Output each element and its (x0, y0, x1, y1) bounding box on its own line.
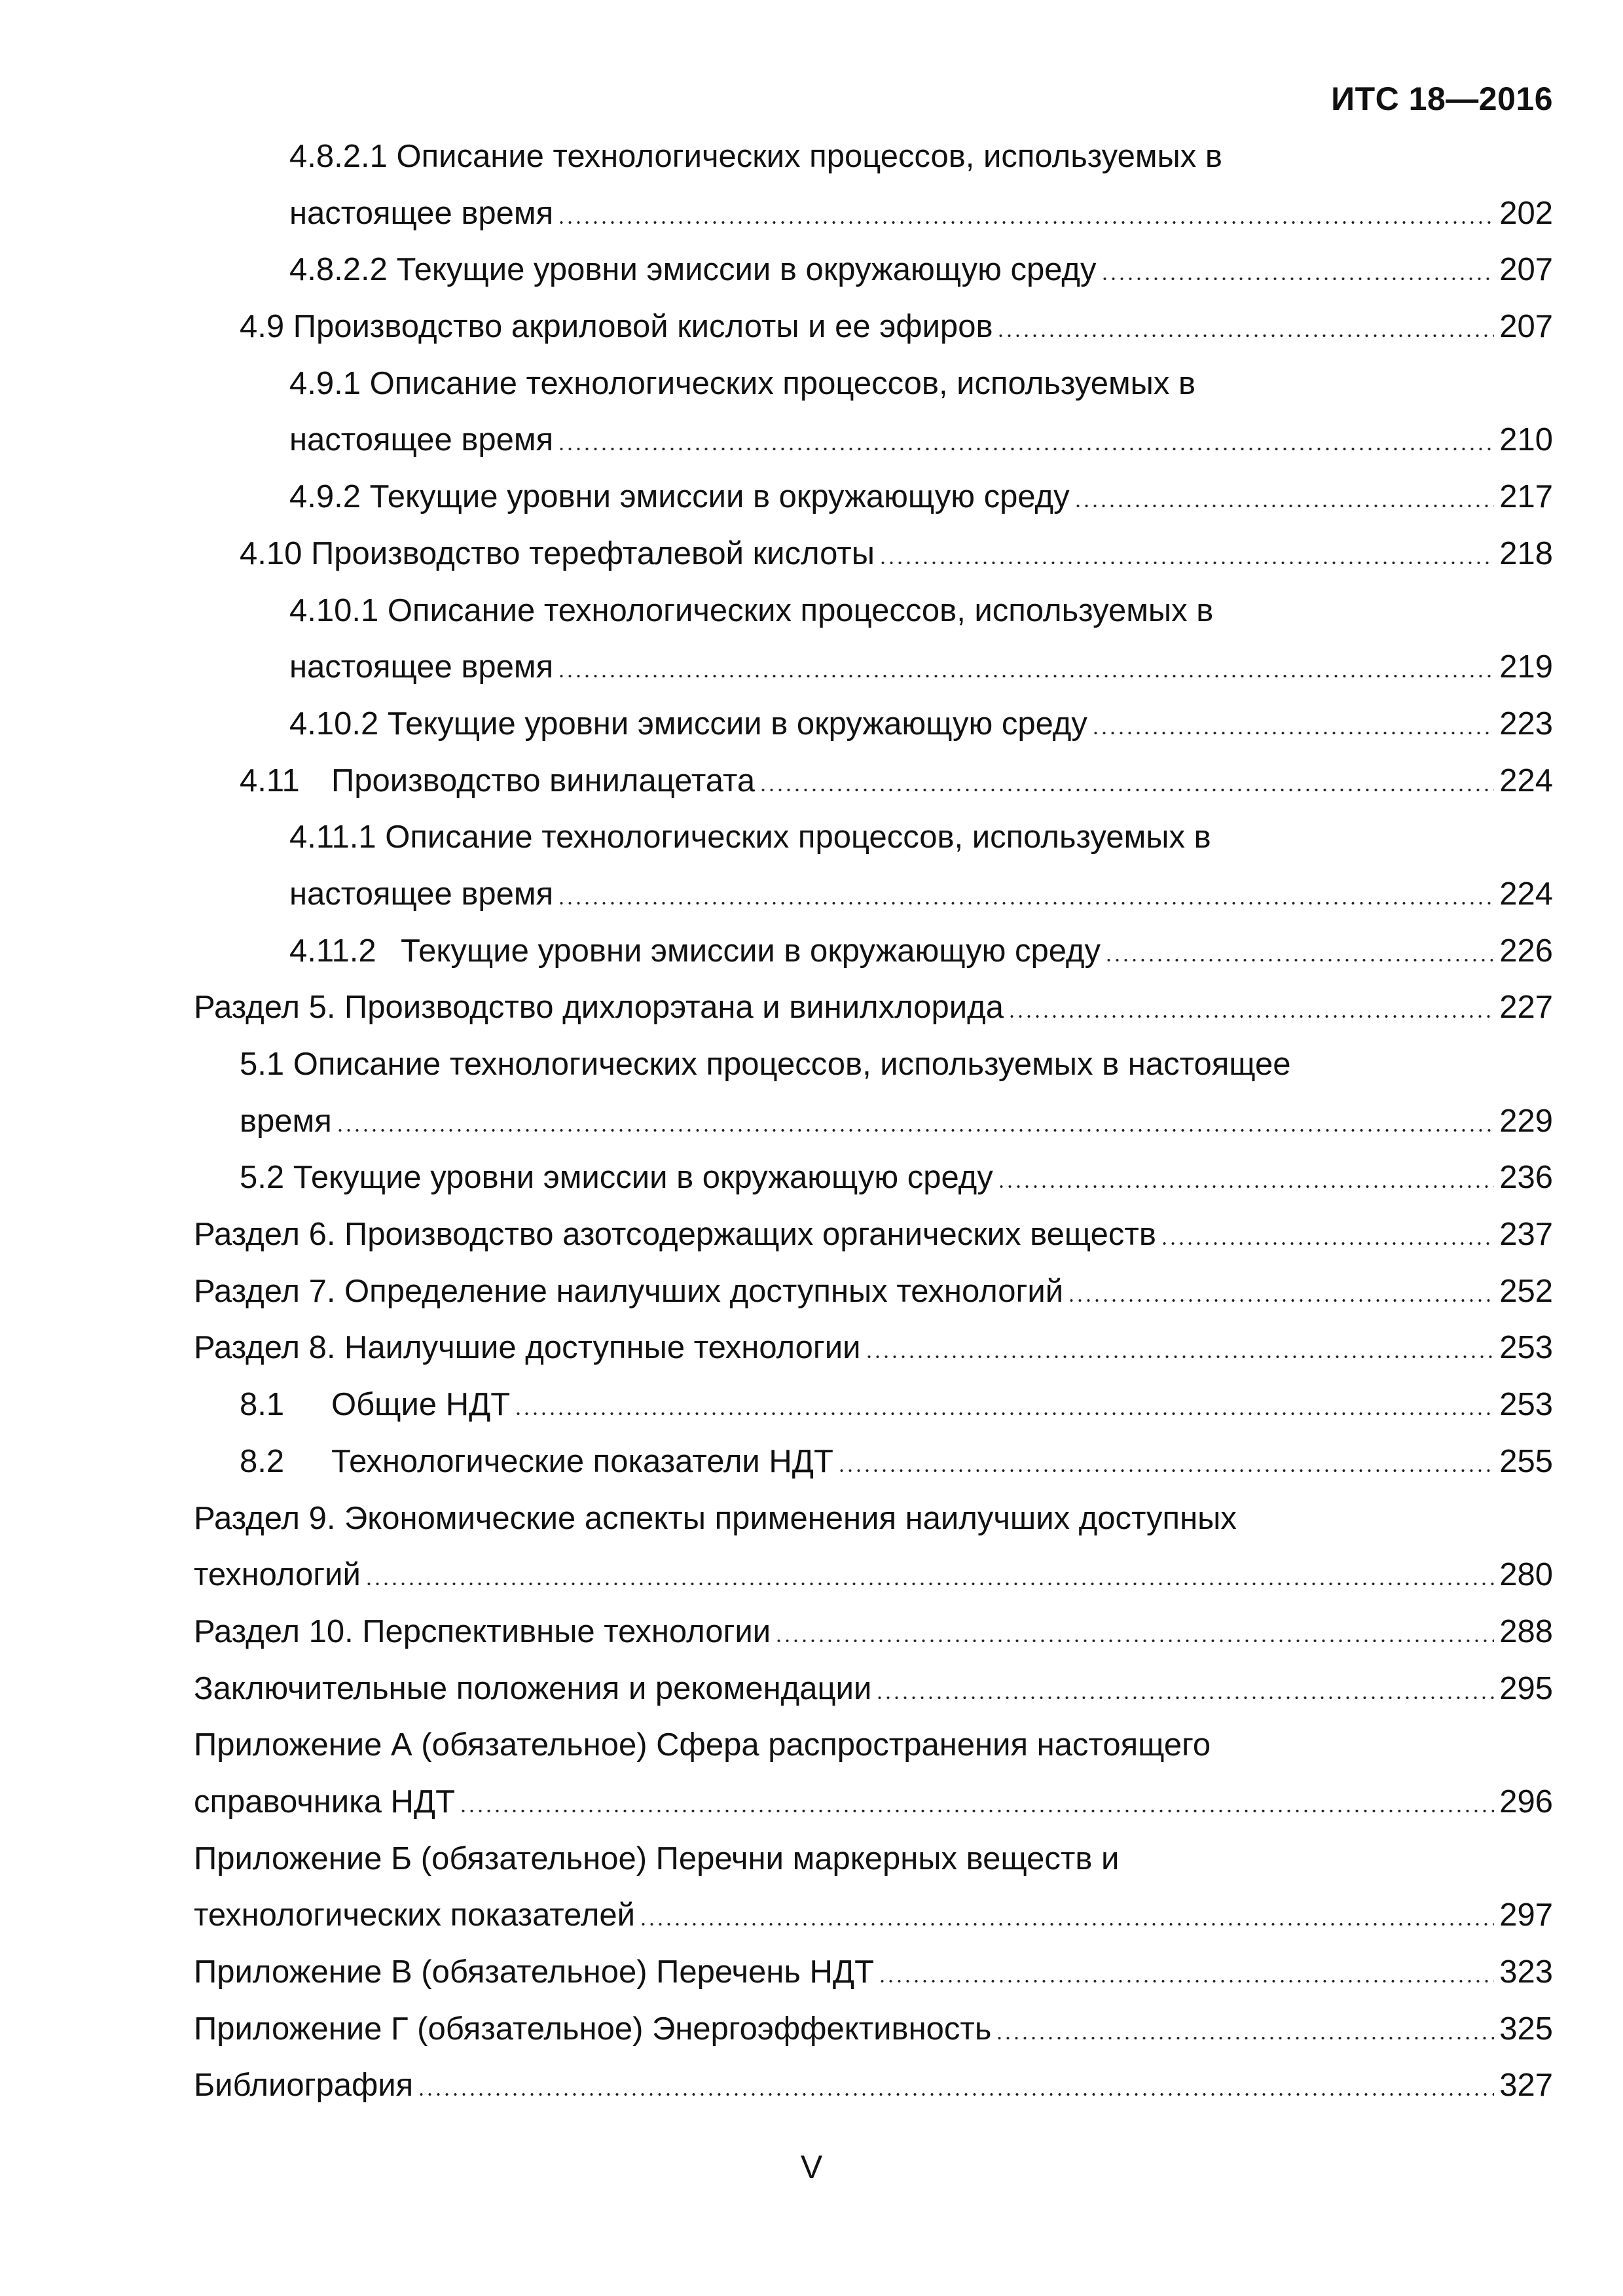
toc-entry-title (289, 866, 553, 923)
toc-entry-label: 4.10.2 Текущие уровни эмиссии в окружающую среду (289, 706, 1087, 742)
toc-entry-page: 327 (1499, 2068, 1553, 2104)
toc-entry-label: справочника НДТ (194, 1784, 456, 1820)
toc-entry-title (194, 1717, 1211, 1774)
toc-entry-label: Библиография (194, 2068, 414, 2104)
toc-entry-label: 4.9.2 Текущие уровни эмиссии в окружающую среду (289, 479, 1070, 515)
toc-entry-label: Раздел 7. Определение наилучших доступных технологий (194, 1273, 1064, 1309)
toc-entry-title (194, 2001, 991, 2058)
toc-entry[interactable] (194, 696, 1553, 753)
toc-entry[interactable] (194, 1774, 1553, 1831)
toc-entry[interactable] (194, 298, 1553, 355)
toc-entry-title (194, 2057, 413, 2114)
toc-dot-leader (996, 327, 1494, 337)
toc-entry[interactable] (194, 1036, 1553, 1093)
toc-dot-leader (459, 1802, 1494, 1812)
toc-entry-title (289, 583, 1213, 639)
toc-entry[interactable] (194, 242, 1553, 298)
toc-entry-page: 297 (1499, 1897, 1553, 1933)
toc-entry-title (240, 298, 993, 355)
toc-dot-leader (878, 1972, 1494, 1982)
toc-entry-title (194, 1887, 635, 1944)
toc-entry-label: Общие НДТ (331, 1387, 511, 1423)
toc-entry[interactable] (194, 1149, 1553, 1206)
toc-dot-leader (995, 2029, 1494, 2039)
toc-entry-title (240, 1433, 833, 1490)
toc-entry-label: Приложение Б (обязательное) Перечни маркерных веществ и (194, 1840, 1120, 1876)
toc-entry[interactable] (194, 1206, 1553, 1263)
toc-dot-leader (1104, 951, 1494, 961)
toc-entry-label: технологий (194, 1557, 361, 1593)
toc-entry[interactable] (194, 1604, 1553, 1660)
toc-entry-number: 4.11.2 (289, 933, 376, 969)
toc-entry-label: Технологические показатели НДТ (331, 1443, 833, 1479)
toc-dot-leader (775, 1632, 1494, 1642)
toc-entry-label: время (240, 1103, 332, 1139)
toc-entry-page: 207 (1499, 252, 1553, 288)
toc-entry-title (289, 923, 1101, 980)
toc-entry[interactable] (194, 526, 1553, 583)
toc-entry-label: Приложение Г (обязательное) Энергоэффективность (194, 2011, 992, 2047)
toc-dot-leader (879, 554, 1494, 564)
toc-entry[interactable] (194, 866, 1553, 923)
toc-entry-label: настоящее время (289, 649, 554, 685)
toc-entry[interactable] (194, 753, 1553, 810)
toc-dot-leader (365, 1575, 1494, 1585)
toc-entry-page: 237 (1499, 1217, 1553, 1253)
toc-entry-title (194, 979, 1004, 1036)
toc-entry-title (194, 1944, 874, 2001)
toc-entry-title (289, 128, 1222, 185)
toc-entry-title (240, 1149, 993, 1206)
toc-entry-label: 4.8.2.1 Описание технологических процессов, используемых в (289, 139, 1222, 174)
toc-entry-label: Производство винилацетата (331, 762, 756, 798)
table-of-contents (194, 128, 1553, 2114)
toc-entry-page: 218 (1499, 535, 1553, 571)
toc-entry-label: 4.8.2.2 Текущие уровни эмиссии в окружающую среду (289, 252, 1097, 288)
toc-entry-title (289, 469, 1070, 526)
toc-dot-leader (997, 1177, 1494, 1188)
toc-entry-page: 323 (1499, 1954, 1553, 1990)
toc-dot-leader (1008, 1007, 1494, 1018)
toc-entry-title (289, 639, 553, 696)
toc-dot-leader (557, 440, 1494, 450)
toc-entry-label: технологических показателей (194, 1897, 636, 1933)
toc-dot-leader (875, 1689, 1494, 1699)
toc-entry-title (240, 1376, 510, 1433)
toc-entry[interactable] (194, 1660, 1553, 1717)
toc-entry[interactable] (194, 1831, 1553, 1888)
toc-dot-leader (1067, 1291, 1494, 1302)
toc-entry-page: 219 (1499, 649, 1553, 685)
toc-entry-title (194, 1831, 1119, 1888)
toc-entry-page: 295 (1499, 1670, 1553, 1706)
toc-entry-label: 4.9.1 Описание технологических процессов, используемых в (289, 365, 1196, 401)
toc-entry-page: 224 (1499, 876, 1553, 912)
toc-entry[interactable] (194, 1717, 1553, 1774)
toc-entry[interactable] (194, 979, 1553, 1036)
toc-entry-page: 229 (1499, 1103, 1553, 1139)
toc-entry-page: 325 (1499, 2011, 1553, 2047)
toc-entry-label: настоящее время (289, 876, 554, 912)
toc-entry[interactable] (194, 583, 1553, 639)
toc-entry-page: 288 (1499, 1613, 1553, 1649)
toc-entry-label: Заключительные положения и рекомендации (194, 1670, 872, 1706)
toc-entry-page: 223 (1499, 706, 1553, 742)
toc-dot-leader (639, 1915, 1494, 1926)
toc-entry-label: Раздел 5. Производство дихлорэтана и винилхлорида (194, 990, 1004, 1026)
toc-entry-title (194, 1206, 1156, 1263)
toc-entry[interactable] (194, 923, 1553, 980)
toc-entry-title (289, 696, 1087, 753)
toc-entry-page: 224 (1499, 762, 1553, 798)
toc-entry-label: Раздел 6. Производство азотсодержащих органических веществ (194, 1217, 1156, 1253)
toc-entry-page: 226 (1499, 933, 1553, 969)
toc-entry-title (194, 1547, 361, 1604)
toc-entry-title (194, 1774, 455, 1831)
toc-entry-title (240, 1093, 332, 1150)
toc-entry-number: 4.11 (240, 762, 300, 798)
toc-dot-leader (557, 894, 1494, 905)
toc-entry-title (289, 355, 1195, 412)
toc-entry[interactable] (194, 809, 1553, 866)
toc-entry-page: 217 (1499, 479, 1553, 515)
toc-entry[interactable] (194, 1433, 1553, 1490)
toc-dot-leader (336, 1121, 1494, 1132)
toc-entry-title (289, 242, 1097, 298)
toc-entry[interactable] (194, 1319, 1553, 1376)
toc-entry-title (194, 1490, 1237, 1547)
toc-entry-title (289, 412, 553, 469)
toc-entry-page: 253 (1499, 1330, 1553, 1366)
toc-entry[interactable] (194, 412, 1553, 469)
toc-dot-leader (514, 1405, 1494, 1415)
toc-entry-title (289, 185, 553, 242)
toc-entry-title (194, 1319, 861, 1376)
toc-entry-title (289, 809, 1211, 866)
toc-dot-leader (557, 213, 1494, 224)
toc-entry-title (194, 1660, 871, 1717)
toc-entry-page: 202 (1499, 195, 1553, 231)
toc-entry[interactable] (194, 1490, 1553, 1547)
toc-entry[interactable] (194, 185, 1553, 242)
toc-entry-title (194, 1263, 1063, 1320)
toc-entry-label: Приложение В (обязательное) Перечень НДТ (194, 1954, 875, 1990)
toc-dot-leader (1160, 1234, 1494, 1245)
toc-entry-label: 5.2 Текущие уровни эмиссии в окружающую среду (240, 1160, 993, 1196)
toc-dot-leader (837, 1462, 1494, 1472)
toc-entry-number: 8.2 (240, 1443, 285, 1479)
page-number: V (800, 2149, 823, 2185)
toc-dot-leader (1091, 724, 1494, 734)
toc-entry-page: 280 (1499, 1557, 1553, 1593)
toc-entry-label: Раздел 10. Перспективные технологии (194, 1613, 771, 1649)
toc-entry-page: 207 (1499, 309, 1553, 345)
toc-entry[interactable] (194, 1376, 1553, 1433)
toc-entry-label: Текущие уровни эмиссии в окружающую среду (401, 933, 1101, 969)
toc-entry[interactable] (194, 2057, 1553, 2114)
toc-entry[interactable] (194, 128, 1553, 185)
toc-entry-page: 210 (1499, 422, 1553, 458)
toc-entry-page: 236 (1499, 1160, 1553, 1196)
toc-entry-label: Раздел 9. Экономические аспекты применения наилучших доступных (194, 1500, 1237, 1536)
toc-dot-leader (1101, 270, 1495, 280)
toc-entry-label: 4.10.1 Описание технологических процессов, используемых в (289, 592, 1214, 628)
toc-entry-page: 227 (1499, 990, 1553, 1026)
toc-entry-label: Приложение А (обязательное) Сфера распространения настоящего (194, 1727, 1211, 1763)
toc-dot-leader (759, 781, 1494, 791)
toc-entry[interactable] (194, 2001, 1553, 2058)
toc-entry-label: Раздел 8. Наилучшие доступные технологии (194, 1330, 861, 1366)
toc-dot-leader (417, 2085, 1494, 2096)
toc-entry-label: настоящее время (289, 195, 554, 231)
toc-entry-page: 296 (1499, 1784, 1553, 1820)
toc-entry-page: 253 (1499, 1387, 1553, 1423)
toc-dot-leader (1074, 497, 1494, 507)
toc-entry-label: 4.9 Производство акриловой кислоты и ее эфиров (240, 309, 993, 345)
toc-entry-title (240, 1036, 1291, 1093)
toc-entry[interactable] (194, 469, 1553, 526)
toc-entry-page: 255 (1499, 1443, 1553, 1479)
toc-entry[interactable] (194, 1887, 1553, 1944)
toc-entry-number: 8.1 (240, 1387, 285, 1423)
toc-entry-title (194, 1604, 771, 1660)
document-code: ИТС 18—2016 (1331, 81, 1553, 117)
toc-entry[interactable] (194, 1263, 1553, 1320)
toc-entry-label: 4.11.1 Описание технологических процессов, используемых в (289, 819, 1211, 855)
toc-dot-leader (865, 1348, 1494, 1358)
toc-entry[interactable] (194, 1093, 1553, 1150)
toc-entry-label: 5.1 Описание технологических процессов, используемых в настоящее (240, 1047, 1291, 1082)
toc-dot-leader (557, 667, 1494, 677)
toc-entry[interactable] (194, 355, 1553, 412)
toc-entry-title (240, 526, 875, 583)
toc-entry-label: 4.10 Производство терефталевой кислоты (240, 535, 875, 571)
toc-entry-page: 252 (1499, 1273, 1553, 1309)
toc-entry[interactable] (194, 1944, 1553, 2001)
toc-entry[interactable] (194, 639, 1553, 696)
toc-entry-label: настоящее время (289, 422, 554, 458)
toc-entry-title (240, 753, 755, 810)
toc-entry[interactable] (194, 1547, 1553, 1604)
